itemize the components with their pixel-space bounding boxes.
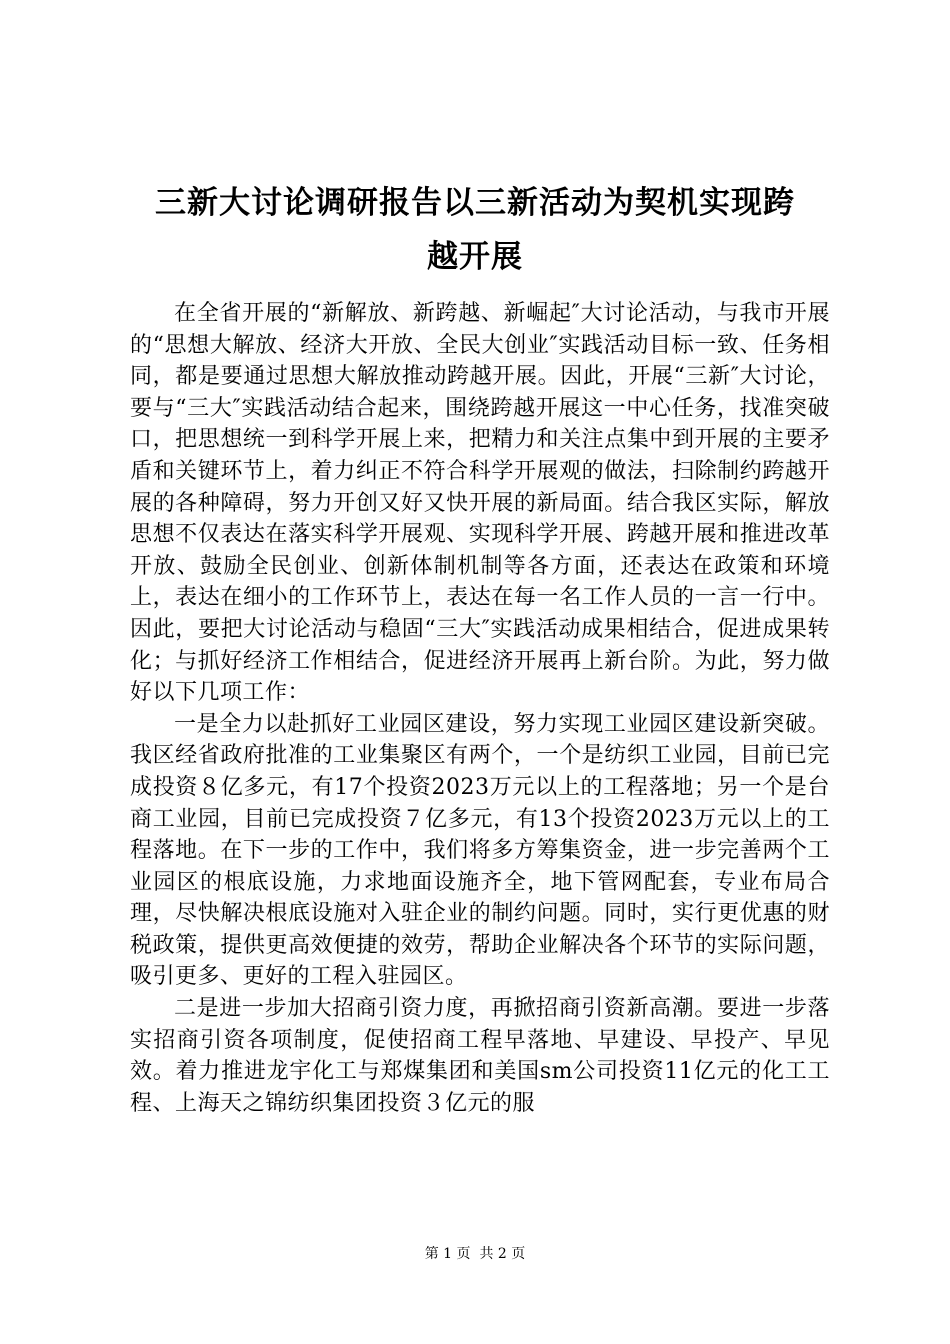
title-line-1: 三新大讨论调研报告以三新活动为契机实现跨 <box>155 185 795 221</box>
paragraph-investment: 二是进一步加大招商引资力度，再掀招商引资新高潮。要进一步落实招商引资各项制度，促使招商工程早落地、早建设、早投产、早见效。着力推进龙宇化工与郑煤集团和美国sm公司投资11亿元的化工工程、上海天之锦纺织集团投资３亿元的服 <box>130 996 830 1116</box>
page-footer <box>0 1244 950 1264</box>
document-title <box>120 176 830 284</box>
document-body <box>130 298 830 1119</box>
paragraph-intro: 在全省开展的“新解放、新跨越、新崛起″大讨论活动，与我市开展的“思想大解放、经济大开放、全民大创业″实践活动目标一致、任务相同，都是要通过思想大解放推动跨越开展。因此，开展“三新″大讨论，要与“三大″实践活动结合起来，围绕跨越开展这一中心任务，找准突破口，把思想统一到科学开展上来，把精力和关注点集中到开展的主要矛盾和关键环节上，着力纠正不符合科学开展观的做法，扫除制约跨越开展的各种障碍，努力开创又好又快开展的新局面。结合我区实际，解放思想不仅表达在落实科学开展观、实现科学开展、跨越开展和推进改革开放、鼓励全民创业、创新体制机制等各方面，还表达在政策和环境上，表达在细小的工作环节上，表达在每一名工作人员的一言一行中。因此，要把大讨论活动与稳固“三大″实践活动成果相结合，促进成果转化；与抓好经济工作相结合，促进经济开展再上新台阶。为此，努力做好以下几项工作： <box>130 301 830 706</box>
paragraph-industrial-parks: 一是全力以赴抓好工业园区建设，努力实现工业园区建设新突破。我区经省政府批准的工业集聚区有两个，一个是纺织工业园，目前已完成投资８亿多元，有17个投资2023万元以上的工程落地；另一个是台商工业园，目前已完成投资７亿多元，有13个投资2023万元以上的工程落地。在下一步的工作中，我们将多方筹集资金，进一步完善两个工业园区的根底设施，力求地面设施齐全，地下管网配套，专业布局合理，尽快解决根底设施对入驻企业的制约问题。同时，实行更优惠的财税政策，提供更高效便捷的效劳，帮助企业解决各个环节的实际问题，吸引更多、更好的工程入驻园区。 <box>130 711 830 990</box>
title-line-2: 越开展 <box>427 239 523 275</box>
page-number: 第 1 页 共 2 页 <box>424 1246 526 1262</box>
